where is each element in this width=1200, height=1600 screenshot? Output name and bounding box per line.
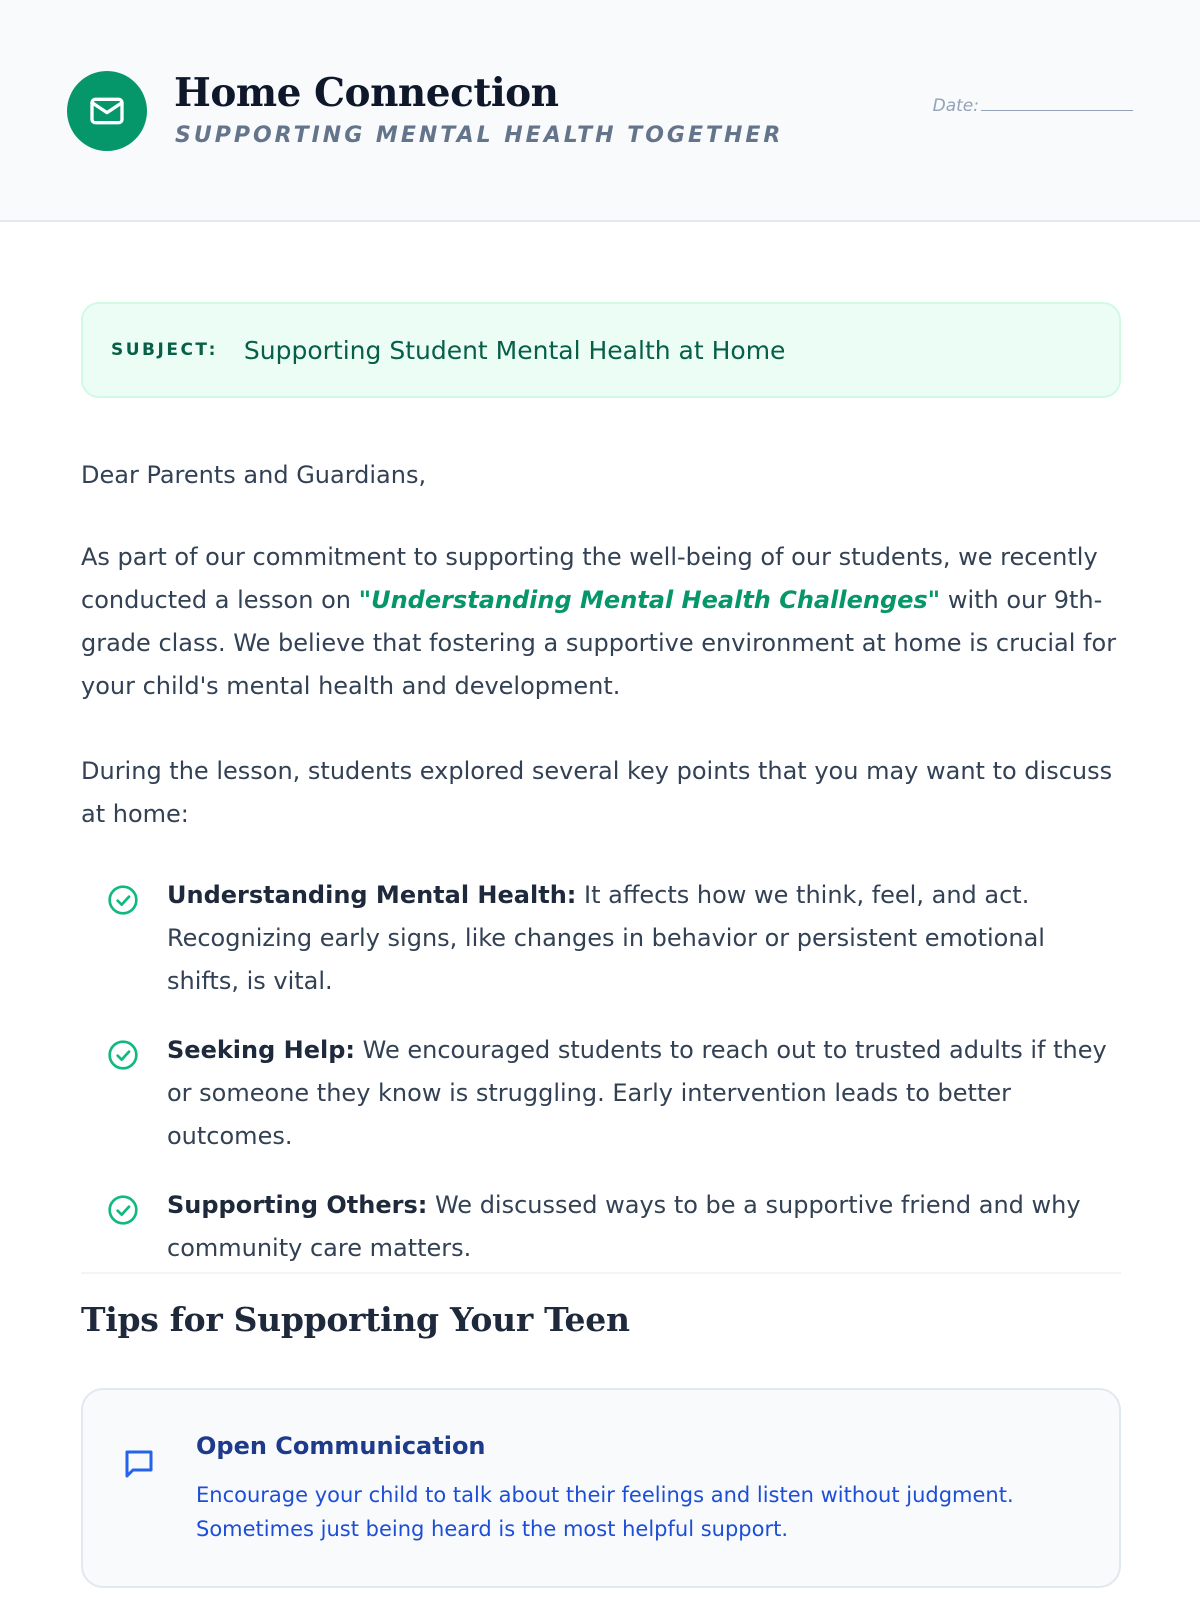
tip-text: Encourage your child to talk about their feelings and listen without judgment. Sometimes just being heard is the most helpful support. xyxy=(196,1483,1014,1541)
chat-bubble-icon xyxy=(121,1446,157,1482)
key-points-list xyxy=(81,874,1121,1296)
letter-intro xyxy=(81,536,1121,708)
letter-greeting: Dear Parents and Guardians, xyxy=(81,461,427,489)
mail-icon xyxy=(87,91,127,131)
page-header xyxy=(0,0,1200,222)
tip-title: Open Communication xyxy=(196,1432,486,1460)
list-item xyxy=(81,1029,1121,1158)
intro-text-start: As part of our commitment to supporting the well-being of our students, we recently conducted a lesson on xyxy=(81,543,1098,614)
check-circle-icon xyxy=(107,1194,139,1226)
subject-label: SUBJECT: xyxy=(111,340,218,360)
section-divider xyxy=(81,1272,1121,1274)
intro-text-end: with our 9th-grade class. We believe that fostering a supportive environment at home is crucial for your child's mental health and development. xyxy=(81,586,1117,700)
list-item xyxy=(81,874,1121,1003)
point-label: Understanding Mental Health: xyxy=(167,881,577,909)
point-text: We encouraged students to reach out to trusted adults if they or someone they know is struggling. Early intervention leads to better outcomes. xyxy=(167,1036,1107,1150)
list-item xyxy=(81,1184,1121,1270)
point-label: Seeking Help: xyxy=(167,1036,356,1064)
point-text: We discussed ways to be a supportive friend and why community care matters. xyxy=(167,1191,1081,1262)
lesson-title: "Understanding Mental Health Challenges" xyxy=(358,586,941,614)
date-field xyxy=(933,96,1133,116)
check-circle-icon xyxy=(107,1039,139,1071)
point-text: It affects how we think, feel, and act. Recognizing early signs, like changes in behavior or persistent emotional shifts, is vital. xyxy=(167,881,1045,995)
point-label: Supporting Others: xyxy=(167,1191,428,1219)
subject-text: Supporting Student Mental Health at Home xyxy=(243,335,786,365)
date-label: Date: xyxy=(932,96,979,116)
tips-heading: Tips for Supporting Your Teen xyxy=(81,1300,630,1339)
check-circle-icon xyxy=(107,884,139,916)
logo-badge xyxy=(67,71,147,151)
page-title: Home Connection xyxy=(174,70,559,116)
date-blank-line xyxy=(981,97,1133,111)
tip-card xyxy=(81,1388,1121,1588)
points-intro: During the lesson, students explored several key points that you may want to discuss at home: xyxy=(81,757,1113,828)
subject-banner xyxy=(81,302,1121,398)
page-subtitle: SUPPORTING MENTAL HEALTH TOGETHER xyxy=(175,123,784,148)
